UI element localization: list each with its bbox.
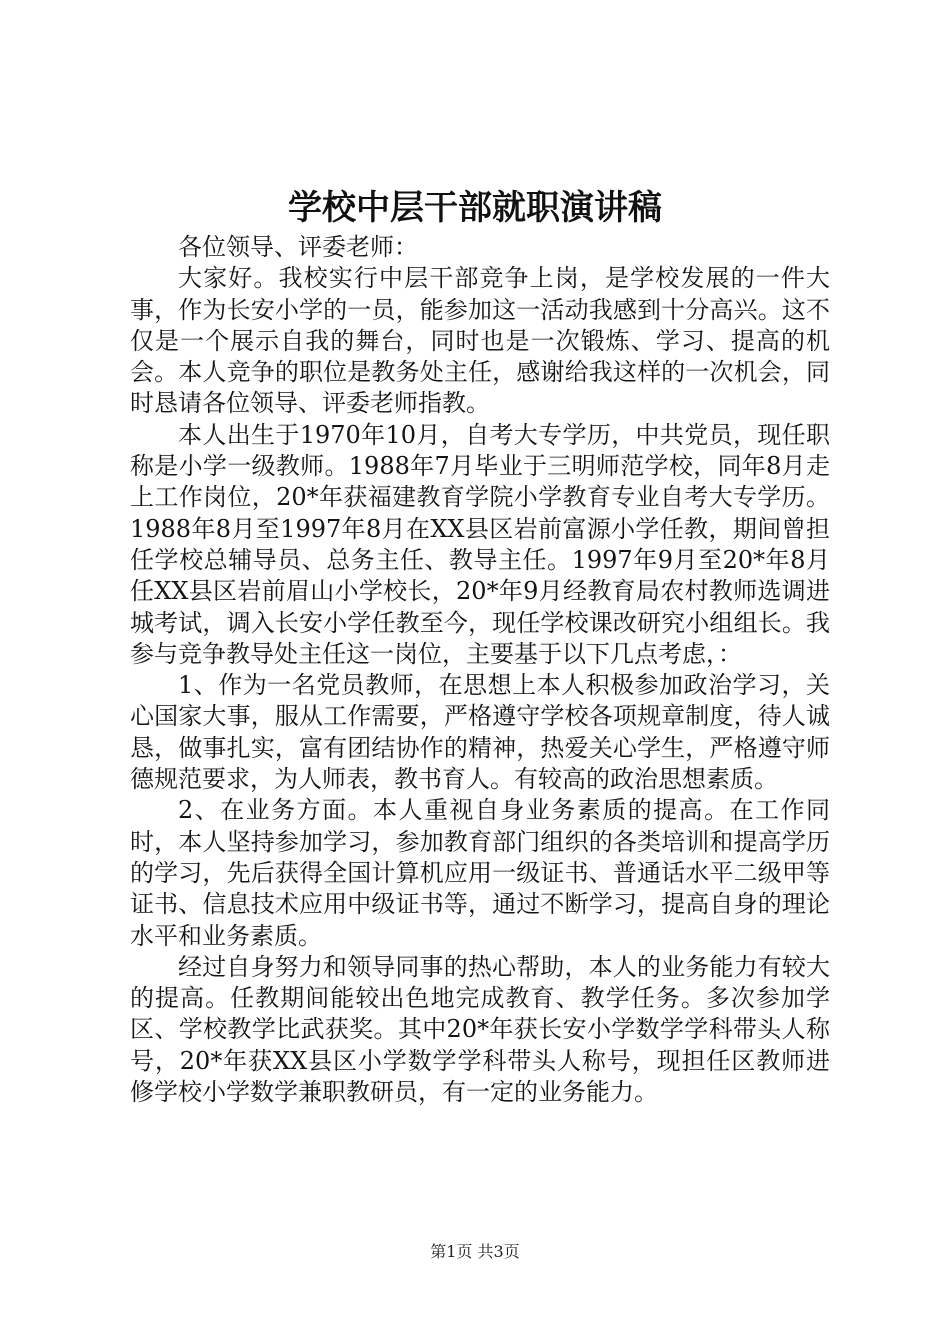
page-number-footer: 第1页 共3页 [430,1242,520,1261]
document-body [130,232,830,1108]
paragraph-greeting: 大家好。我校实行中层干部竞争上岗，是学校发展的一件大事，作为长安小学的一员，能参加这一活动我感到十分高兴。这不仅是一个展示自我的舞台，同时也是一次锻炼、学习、提高的机会。本人竞争的职位是教务处主任，感谢给我这样的一次机会，同时恳请各位领导、评委老师指教。 [130,264,830,418]
paragraph-salutation: 各位领导、评委老师： [178,233,418,261]
document-title: 学校中层干部就职演讲稿 [288,188,662,228]
paragraph-achievements: 经过自身努力和领导同事的热心帮助，本人的业务能力有较大的提高。任教期间能较出色地完成教育、教学任务。多次参加学区、学校教学比武获奖。其中20*年获长安小学数学学科带头人称号，20*年获XX县区小学数学学科带头人称号，现担任区教师进修学校小学数学兼职教研员，有一定的业务能力。 [130,952,830,1107]
paragraph-background: 本人出生于1970年10月，自考大专学历，中共党员，现任职称是小学一级教师。1988年7月毕业于三明师范学校，同年8月走上工作岗位，20*年获福建教育学院小学教育专业自考大专学历。1988年8月至1997年8月在XX县区岩前富源小学任教，期间曾担任学校总辅导员、总务主任、教导主任。1997年9月至20*年8月任XX县区岩前眉山小学校长，20*年9月经教育局农村教师选调进城考试，调入长安小学任教至今，现任学校课改研究小组组长。我参与竞争教导处主任这一岗位，主要基于以下几点考虑，： [130,420,830,668]
paragraph-point-1: 1、作为一名党员教师，在思想上本人积极参加政治学习，关心国家大事，服从工作需要，严格遵守学校各项规章制度，待人诚恳，做事扎实，富有团结协作的精神，热爱关心学生，严格遵守师德规范要求，为人师表，教书育人。有较高的政治思想素质。 [130,671,830,794]
paragraph-point-2: 2、在业务方面。本人重视自身业务素质的提高。在工作同时，本人坚持参加学习，参加教育部门组织的各类培训和提高学历的学习，先后获得全国计算机应用一级证书、普通话水平二级甲等证书、信息技术应用中级证书等，通过不断学习，提高自身的理论水平和业务素质。 [130,796,830,950]
